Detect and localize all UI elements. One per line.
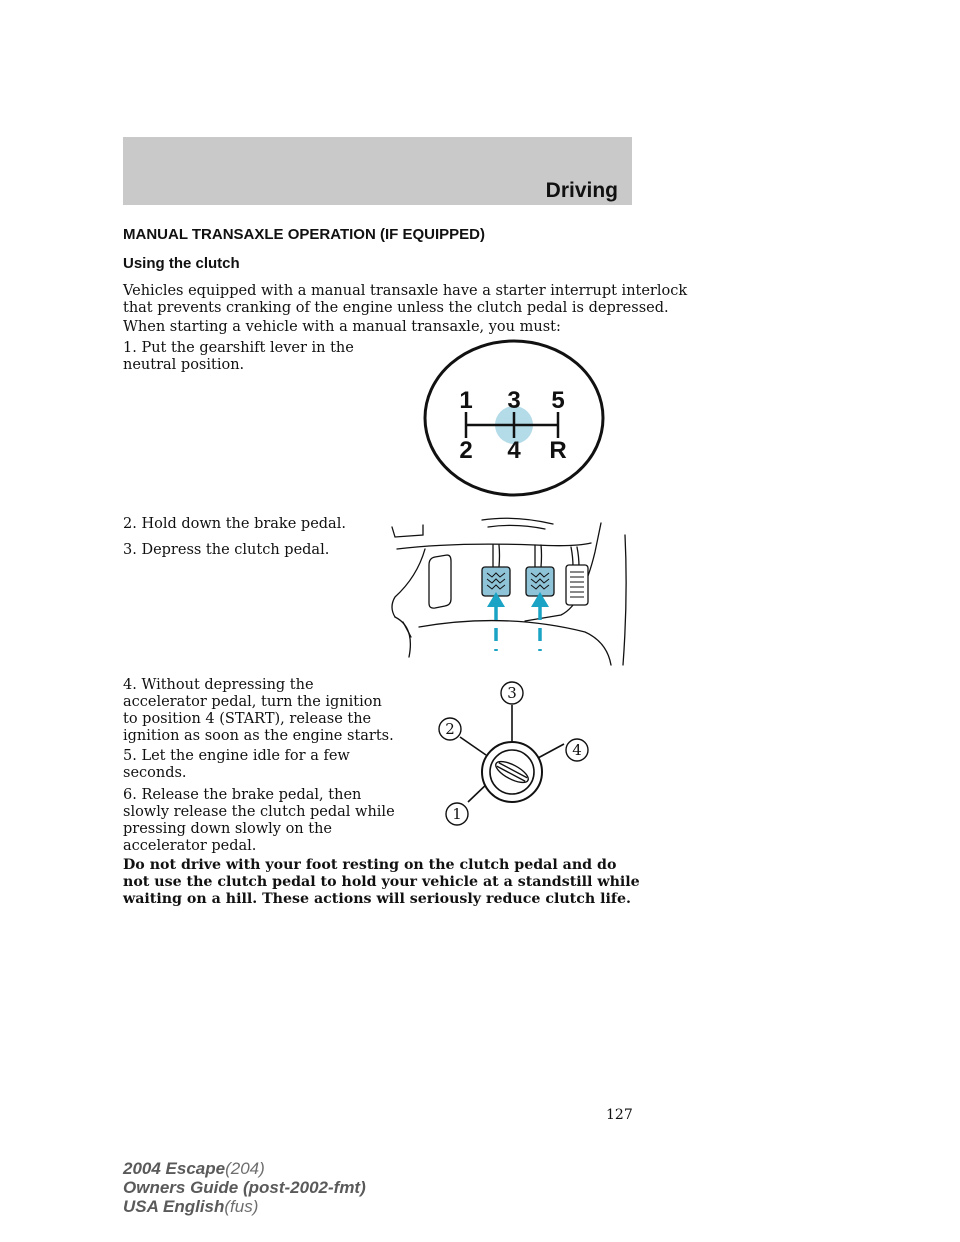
gear-pattern-diagram bbox=[423, 339, 607, 497]
brake-pedal bbox=[526, 567, 554, 596]
step-line: accelerator pedal. bbox=[123, 838, 257, 854]
lead-paragraph: When starting a vehicle with a manual transaxle, you must: bbox=[123, 319, 561, 335]
step-3 bbox=[123, 542, 329, 559]
step-5 bbox=[123, 748, 350, 782]
clutch-pedal bbox=[482, 567, 510, 596]
gear-label-2: 2 bbox=[459, 437, 473, 464]
step-line: 5. Let the engine idle for a few bbox=[123, 748, 350, 764]
intro-line: Vehicles equipped with a manual transaxle have a starter interrupt interlock bbox=[123, 283, 688, 299]
step-line: 6. Release the brake pedal, then bbox=[123, 787, 362, 803]
warning-line: waiting on a hill. These actions will seriously reduce clutch life. bbox=[123, 891, 631, 907]
clutch-warning bbox=[123, 857, 640, 908]
step-line: slowly release the clutch pedal while bbox=[123, 804, 395, 820]
gear-label-r: R bbox=[549, 437, 567, 464]
gear-label-3: 3 bbox=[507, 387, 521, 414]
step-6 bbox=[123, 787, 395, 855]
intro-paragraph bbox=[123, 283, 687, 317]
footer-model: 2004 Escape bbox=[123, 1159, 226, 1178]
step-line: seconds. bbox=[123, 765, 187, 781]
footer-language: USA English bbox=[123, 1197, 225, 1216]
intro-line: that prevents cranking of the engine unless the clutch pedal is depressed. bbox=[123, 300, 669, 316]
position-label-4: 4 bbox=[572, 741, 582, 759]
step-line: 4. Without depressing the bbox=[123, 677, 314, 693]
chapter-header-band bbox=[123, 137, 632, 205]
step-line: 3. Depress the clutch pedal. bbox=[123, 542, 330, 558]
step-line: to position 4 (START), release the bbox=[123, 711, 372, 727]
position-label-2: 2 bbox=[445, 720, 455, 738]
chapter-title: Driving bbox=[545, 179, 618, 202]
brake-arrow bbox=[531, 592, 549, 651]
step-4 bbox=[123, 677, 394, 745]
step-line: neutral position. bbox=[123, 357, 245, 373]
step-line: pressing down slowly on the bbox=[123, 821, 332, 837]
footer-line bbox=[123, 1197, 366, 1216]
clutch-arrow bbox=[487, 592, 505, 651]
sub-heading: Using the clutch bbox=[123, 255, 240, 272]
ignition-diagram bbox=[430, 675, 600, 835]
dead-pedal bbox=[429, 555, 451, 608]
document-footer bbox=[123, 1159, 366, 1216]
pedal-diagram bbox=[385, 517, 630, 667]
footer-line bbox=[123, 1159, 366, 1178]
footer-language-code: (fus) bbox=[224, 1197, 259, 1216]
footer-guide: Owners Guide (post-2002-fmt) bbox=[123, 1178, 366, 1197]
step-line: 1. Put the gearshift lever in the bbox=[123, 340, 354, 356]
gear-label-1: 1 bbox=[459, 387, 473, 414]
warning-line: not use the clutch pedal to hold your vehicle at a standstill while bbox=[123, 874, 640, 890]
footer-model-code: (204) bbox=[225, 1159, 265, 1178]
accelerator-pedal bbox=[566, 565, 588, 605]
gear-label-5: 5 bbox=[551, 387, 565, 414]
step-2 bbox=[123, 516, 346, 533]
step-line: ignition as soon as the engine starts. bbox=[123, 728, 394, 744]
position-label-1: 1 bbox=[452, 805, 462, 823]
step-line: 2. Hold down the brake pedal. bbox=[123, 516, 346, 532]
position-label-3: 3 bbox=[507, 684, 517, 702]
warning-line: Do not drive with your foot resting on the clutch pedal and do bbox=[123, 857, 617, 873]
gear-label-4: 4 bbox=[507, 437, 521, 464]
step-1 bbox=[123, 340, 354, 374]
page-number: 127 bbox=[606, 1107, 633, 1123]
section-heading: MANUAL TRANSAXLE OPERATION (IF EQUIPPED) bbox=[123, 226, 485, 243]
footer-line bbox=[123, 1178, 366, 1197]
step-line: accelerator pedal, turn the ignition bbox=[123, 694, 382, 710]
